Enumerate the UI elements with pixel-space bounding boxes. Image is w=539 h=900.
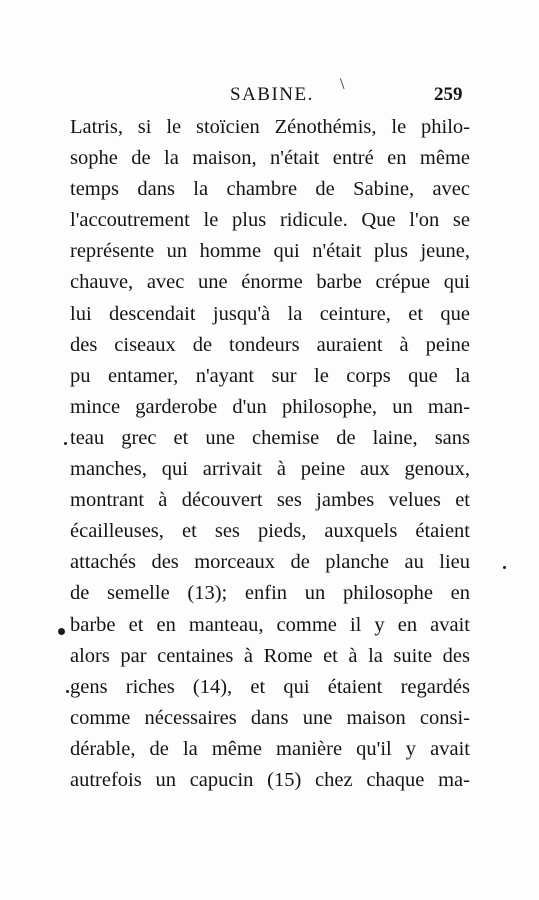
ink-speck <box>66 690 69 693</box>
text-line: représente un homme qui n'était plus jeune, <box>70 240 470 263</box>
text-line: barbe et en manteau, comme il y en avait <box>70 613 470 636</box>
page-number: 259 <box>434 84 463 105</box>
text-line: autrefois un capucin (15) chez chaque ma- <box>70 768 470 791</box>
text-line: comme nécessaires dans une maison consi- <box>70 706 470 729</box>
text-line: pu entamer, n'ayant sur le corps que la <box>70 364 470 387</box>
text-line: dérable, de la même manière qu'il y avait <box>70 737 470 760</box>
ink-speck <box>64 442 67 445</box>
text-line: Latris, si le stoïcien Zénothémis, le philo- <box>70 116 470 138</box>
body-text <box>70 112 470 796</box>
text-line: attachés des morceaux de planche au lieu <box>70 551 470 574</box>
text-line: chauve, avec une énorme barbe crépue qui <box>70 271 470 294</box>
text-line: teau grec et une chemise de laine, sans <box>70 426 470 449</box>
text-line: sophe de la maison, n'était entré en même <box>70 147 470 170</box>
text-line: l'accoutrement le plus ridicule. Que l'on se <box>70 209 470 232</box>
text-line: gens riches (14), et qui étaient regardés <box>70 675 470 698</box>
text-line: manches, qui arrivait à peine aux genoux, <box>70 458 470 481</box>
text-line: temps dans la chambre de Sabine, avec <box>70 178 470 201</box>
text-line: montrant à découvert ses jambes velues et <box>70 489 470 512</box>
text-line: lui descendait jusqu'à la ceinture, et que <box>70 302 470 325</box>
running-title: SABINE. <box>230 84 314 105</box>
text-line: mince garderobe d'un philosophe, un man- <box>70 395 470 418</box>
text-line: de semelle (13); enfin un philosophe en <box>70 582 470 605</box>
ink-speck <box>58 628 65 635</box>
ink-speck <box>503 566 506 569</box>
running-head <box>0 76 539 108</box>
text-line: alors par centaines à Rome et à la suite des <box>70 644 470 667</box>
ink-mark: \ <box>340 76 345 93</box>
text-line: écailleuses, et ses pieds, auxquels étaient <box>70 520 470 543</box>
text-line: des ciseaux de tondeurs auraient à peine <box>70 333 470 356</box>
